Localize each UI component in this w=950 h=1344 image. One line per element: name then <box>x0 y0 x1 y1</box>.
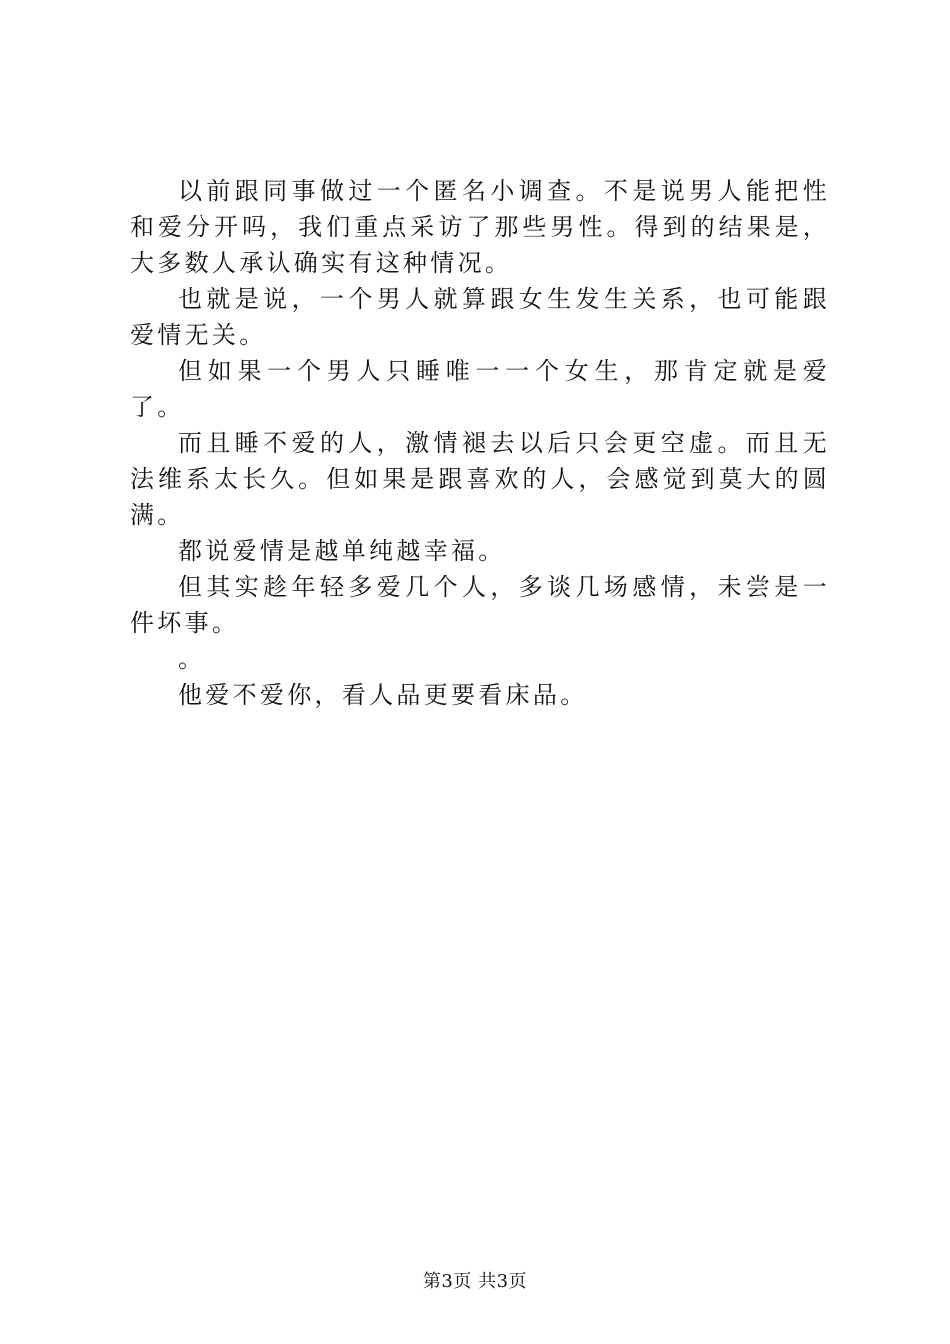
document-body <box>130 173 830 713</box>
paragraph-7: 。 <box>178 645 206 673</box>
paragraph-1: 以前跟同事做过一个匿名小调查。不是说男人能把性和爱分开吗，我们重点采访了那些男性。得到的结果是，大多数人承认确实有这种情况。 <box>130 177 830 277</box>
page-footer: 第3页 共3页 <box>422 1271 528 1292</box>
paragraph-4: 而且睡不爱的人，激情褪去以后只会更空虚。而且无法维系太长久。但如果是跟喜欢的人，会感觉到莫大的圆满。 <box>130 429 830 529</box>
paragraph-6: 但其实趁年轻多爱几个人，多谈几场感情，未尝是一件坏事。 <box>130 573 830 637</box>
paragraph-2: 也就是说，一个男人就算跟女生发生关系，也可能跟爱情无关。 <box>130 285 830 349</box>
paragraph-5: 都说爱情是越单纯越幸福。 <box>178 537 506 565</box>
paragraph-3: 但如果一个男人只睡唯一一个女生，那肯定就是爱了。 <box>130 357 830 421</box>
paragraph-8: 他爱不爱你，看人品更要看床品。 <box>178 681 588 709</box>
